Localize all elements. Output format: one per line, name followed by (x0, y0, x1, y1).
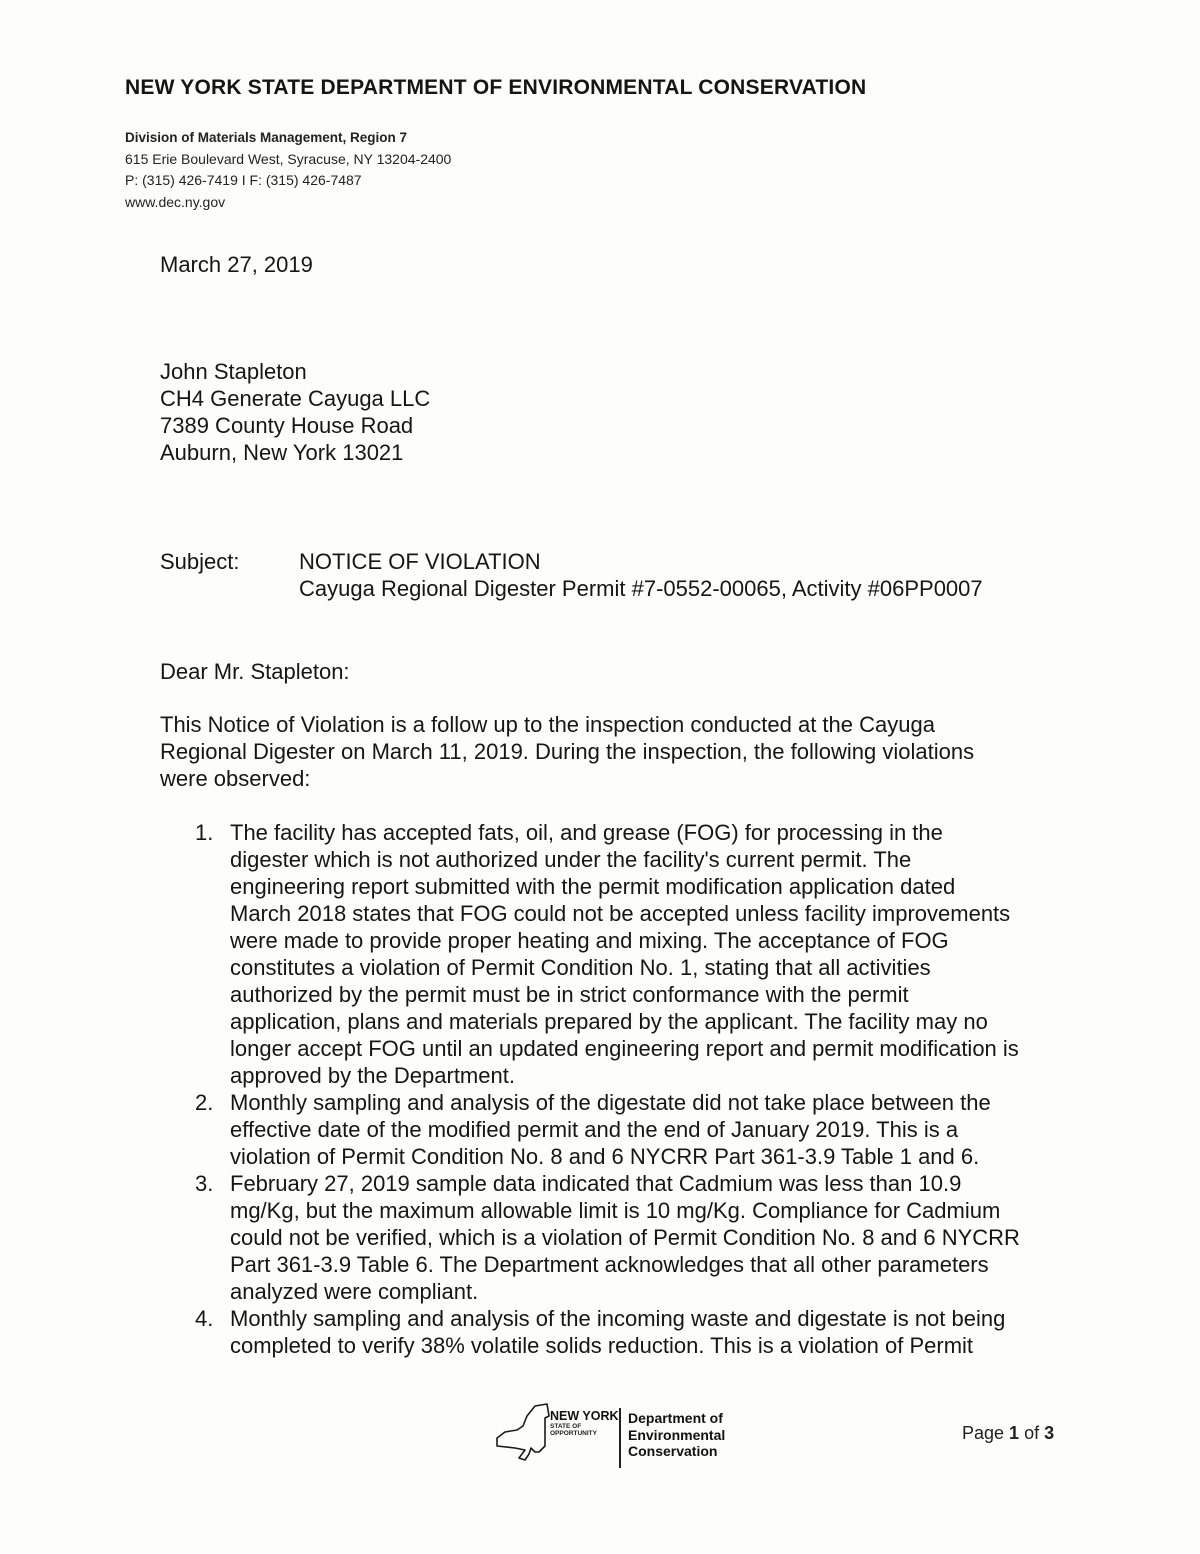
ny-logo-tagline-line1: STATE OF (550, 1423, 582, 1430)
subject-label: Subject: (160, 549, 240, 574)
recipient-city: Auburn, New York 13021 (160, 440, 404, 465)
page-number (962, 1423, 1054, 1444)
violation-line: were made to provide proper heating and mixing. The acceptance of FOG (230, 928, 949, 953)
violation-line: mg/Kg, but the maximum allowable limit is 10 mg/Kg. Compliance for Cadmium (230, 1198, 1001, 1223)
violation-line: March 2018 states that FOG could not be accepted unless facility improvements (230, 901, 1011, 926)
dept-wordmark (628, 1410, 725, 1460)
recipient-address (160, 358, 430, 466)
violation-line: approved by the Department. (230, 1063, 515, 1088)
page-total: 3 (1044, 1423, 1055, 1443)
violation-line: violation of Permit Condition No. 8 and 6 NYCRR Part 361-3.9 Table 1 and 6. (230, 1144, 980, 1169)
violation-number: 4. (195, 1306, 214, 1331)
violation-item (160, 819, 1080, 1089)
violation-line: The facility has accepted fats, oil, and grease (FOG) for processing in the (230, 820, 943, 845)
violation-line: effective date of the modified permit and the end of January 2019. This is a (230, 1117, 959, 1142)
violation-item (160, 1305, 1080, 1359)
phone-fax: P: (315) 426-7419 I F: (315) 426-7487 (125, 172, 362, 188)
letterhead (125, 127, 451, 213)
violation-line: engineering report submitted with the permit modification application dated (230, 874, 956, 899)
logo-divider (619, 1408, 621, 1468)
violation-item (160, 1089, 1080, 1170)
new-york-state-outline-icon (495, 1402, 551, 1462)
subject-title: NOTICE OF VIOLATION (299, 549, 541, 574)
subject-text (299, 548, 983, 602)
violation-number: 1. (195, 820, 214, 845)
agency-title: NEW YORK STATE DEPARTMENT OF ENVIRONMENTAL CONSERVATION (125, 76, 867, 99)
page-prefix: Page (962, 1423, 1010, 1443)
violation-number: 2. (195, 1090, 214, 1115)
violation-line: completed to verify 38% volatile solids reduction. This is a violation of Permit (230, 1333, 974, 1358)
violation-line: Part 361-3.9 Table 6. The Department acknowledges that all other parameters (230, 1252, 989, 1277)
intro-paragraph (160, 711, 1040, 792)
violations-list (160, 819, 1080, 1359)
ny-logo-tagline-line2: OPPORTUNITY (550, 1430, 597, 1437)
violation-line: constitutes a violation of Permit Condition No. 1, stating that all activities (230, 955, 931, 980)
violation-line: digester which is not authorized under the facility's current permit. The (230, 847, 912, 872)
violation-item (160, 1170, 1080, 1305)
intro-line: Regional Digester on March 11, 2019. During the inspection, the following violations (160, 739, 975, 764)
dept-line2: Environmental (628, 1426, 726, 1443)
violation-line: authorized by the permit must be in strict conformance with the permit (230, 982, 909, 1007)
violation-line: could not be verified, which is a violation of Permit Condition No. 8 and 6 NYCRR (230, 1225, 1020, 1250)
recipient-company: CH4 Generate Cayuga LLC (160, 386, 431, 411)
intro-line: were observed: (160, 766, 311, 791)
violation-line: Monthly sampling and analysis of the digestate did not take place between the (230, 1090, 991, 1115)
dept-line3: Conservation (628, 1443, 718, 1459)
salutation: Dear Mr. Stapleton: (160, 659, 350, 684)
violation-number: 3. (195, 1171, 214, 1196)
violation-line: February 27, 2019 sample data indicated that Cadmium was less than 10.9 (230, 1171, 962, 1196)
violation-line: Monthly sampling and analysis of the incoming waste and digestate is not being (230, 1306, 1006, 1331)
violation-line: longer accept FOG until an updated engineering report and permit modification is (230, 1036, 1019, 1061)
page-current: 1 (1009, 1423, 1020, 1443)
division-name: Division of Materials Management, Region 7 (125, 130, 408, 145)
website-link[interactable]: www.dec.ny.gov (125, 193, 226, 210)
nys-dec-logo (495, 1402, 755, 1468)
page-of: of (1019, 1423, 1045, 1443)
recipient-street: 7389 County House Road (160, 413, 414, 438)
violation-line: analyzed were compliant. (230, 1279, 479, 1304)
recipient-name: John Stapleton (160, 359, 307, 384)
office-address: 615 Erie Boulevard West, Syracuse, NY 13204-2400 (125, 150, 452, 167)
intro-line: This Notice of Violation is a follow up to the inspection conducted at the Cayuga (160, 712, 935, 737)
ny-logo-tagline (550, 1423, 597, 1437)
dept-line1: Department of (628, 1410, 723, 1426)
violation-line: application, plans and materials prepared by the applicant. The facility may no (230, 1009, 988, 1034)
subject-permit: Cayuga Regional Digester Permit #7-0552-00065, Activity #06PP0007 (299, 576, 983, 601)
letter-date: March 27, 2019 (160, 252, 313, 277)
ny-logo-wordmark: NEW YORK (550, 1409, 619, 1423)
